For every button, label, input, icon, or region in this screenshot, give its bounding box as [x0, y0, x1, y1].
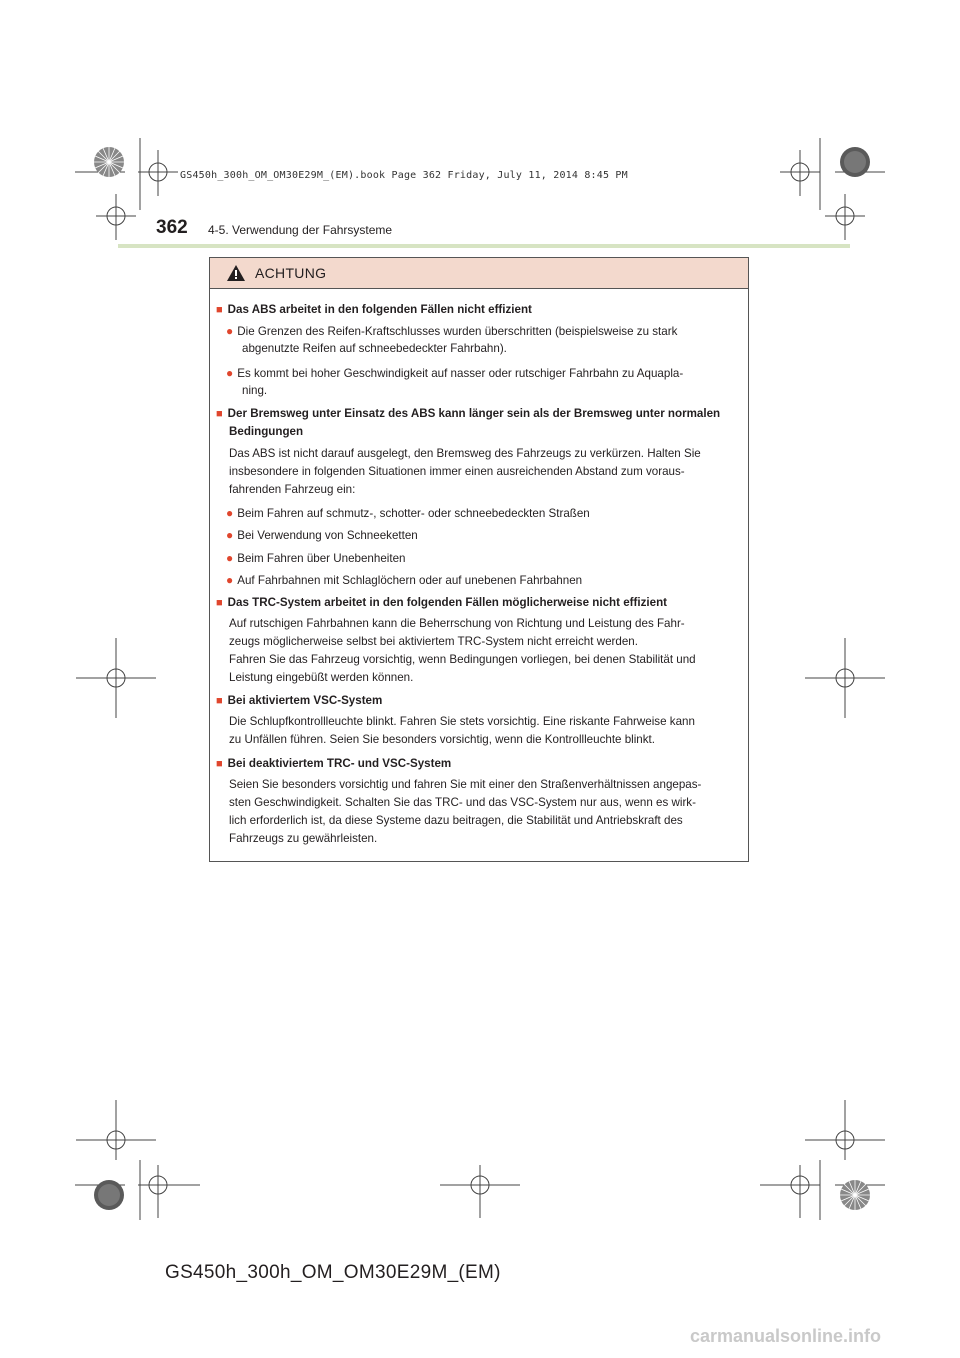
- list-item: ● Es kommt bei hoher Geschwindigkeit auf nasser oder rutschiger Fahrbahn zu Aquapla-: [226, 366, 684, 380]
- warning-box: [209, 257, 749, 862]
- sunburst-mark-icon: [94, 147, 124, 177]
- text-line: Fahrzeugs zu gewährleisten.: [229, 832, 378, 845]
- circle-bullet-icon: ●: [226, 573, 234, 587]
- circle-bullet-icon: ●: [226, 506, 234, 520]
- square-bullet-icon: ■: [216, 597, 223, 609]
- text-line: Auf rutschigen Fahrbahnen kann die Beherrschung von Richtung und Leistung des Fahr-: [229, 617, 685, 630]
- text-line: abgenutzte Reifen auf schneebedeckter Fahrbahn).: [242, 342, 507, 355]
- gray-circle-mark-icon: [840, 147, 870, 177]
- list-item: ● Beim Fahren auf schmutz-, schotter- oder schneebedeckten Straßen: [226, 506, 590, 520]
- section-heading: ■ Bei deaktiviertem TRC- und VSC-System: [216, 757, 452, 770]
- square-bullet-icon: ■: [216, 695, 223, 707]
- crosshair-icon: [805, 1100, 885, 1160]
- circle-bullet-icon: ●: [226, 528, 234, 542]
- text-line: zu Unfällen führen. Seien Sie besonders vorsichtig, wenn die Kontrollleuchte blinkt.: [229, 733, 655, 746]
- text-line: Leistung eingebüßt werden können.: [229, 671, 414, 684]
- gray-circle-mark-icon: [94, 1180, 124, 1210]
- section-heading: ■ Das ABS arbeitet in den folgenden Fällen nicht effizient: [216, 303, 532, 316]
- square-bullet-icon: ■: [216, 304, 223, 316]
- text-line: lich erforderlich ist, da diese Systeme dazu beitragen, die Stabilität und Antriebskraft des: [229, 814, 683, 827]
- crosshair-icon: [138, 1165, 200, 1218]
- section-heading: ■ Der Bremsweg unter Einsatz des ABS kann länger sein als der Bremsweg unter normalen: [216, 407, 721, 420]
- circle-bullet-icon: ●: [226, 324, 234, 338]
- text-line: Das ABS ist nicht darauf ausgelegt, den Bremsweg des Fahrzeugs zu verkürzen. Halten Sie: [229, 447, 701, 460]
- book-file-info: GS450h_300h_OM_OM30E29M_(EM).book Page 362 Friday, July 11, 2014 8:45 PM: [180, 170, 628, 181]
- crosshair-icon: [805, 638, 885, 718]
- list-item: ● Bei Verwendung von Schneeketten: [226, 528, 418, 542]
- warning-triangle-icon: [227, 265, 245, 281]
- list-item: ● Die Grenzen des Reifen-Kraftschlusses wurden überschritten (beispielsweise zu stark: [226, 324, 678, 338]
- circle-bullet-icon: ●: [226, 551, 234, 565]
- text-line: fahrenden Fahrzeug ein:: [229, 483, 356, 496]
- section-heading-cont: Bedingungen: [229, 425, 304, 438]
- list-item: ● Beim Fahren über Unebenheiten: [226, 551, 406, 565]
- square-bullet-icon: ■: [216, 408, 223, 420]
- circle-bullet-icon: ●: [226, 366, 234, 380]
- page-header: [118, 217, 850, 242]
- text-line: ning.: [242, 384, 268, 397]
- text-line: Fahren Sie das Fahrzeug vorsichtig, wenn Bedingungen vorliegen, bei denen Stabilität und: [229, 653, 696, 666]
- text-line: Die Schlupfkontrollleuchte blinkt. Fahren Sie stets vorsichtig. Eine riskante Fahrweise kann: [229, 715, 695, 728]
- list-item: ● Auf Fahrbahnen mit Schlaglöchern oder auf unebenen Fahrbahnen: [226, 573, 583, 587]
- crosshair-icon: [76, 1100, 156, 1160]
- text-line: insbesondere in folgenden Situationen immer einen ausreichenden Abstand zum voraus-: [229, 465, 685, 478]
- warning-title: ACHTUNG: [255, 265, 327, 281]
- document-code-footer: GS450h_300h_OM_OM30E29M_(EM): [165, 1262, 501, 1283]
- section-title: 4-5. Verwendung der Fahrsysteme: [208, 223, 393, 237]
- sunburst-mark-icon: [840, 1180, 870, 1210]
- section-heading: ■ Bei aktiviertem VSC-System: [216, 694, 383, 707]
- text-line: zeugs möglicherweise selbst bei aktiviertem TRC-System nicht erreicht werden.: [229, 635, 638, 648]
- crosshair-icon: [76, 638, 156, 718]
- square-bullet-icon: ■: [216, 758, 223, 770]
- section-heading: ■ Das TRC-System arbeitet in den folgenden Fällen möglicherweise nicht effizient: [216, 596, 668, 609]
- watermark: carmanualsonline.info: [690, 1326, 882, 1346]
- crosshair-icon: [780, 150, 820, 196]
- text-line: sten Geschwindigkeit. Schalten Sie das TRC- und das VSC-System nur aus, wenn es wirk-: [229, 796, 696, 809]
- warning-header: [210, 258, 748, 289]
- text-line: Seien Sie besonders vorsichtig und fahren Sie mit einer den Straßenverhältnissen angepas-: [229, 778, 702, 791]
- crosshair-icon: [440, 1165, 520, 1218]
- page-number: 362: [156, 217, 188, 238]
- crosshair-icon: [760, 1165, 820, 1218]
- header-rule: [118, 244, 850, 248]
- crosshair-icon: [138, 150, 178, 196]
